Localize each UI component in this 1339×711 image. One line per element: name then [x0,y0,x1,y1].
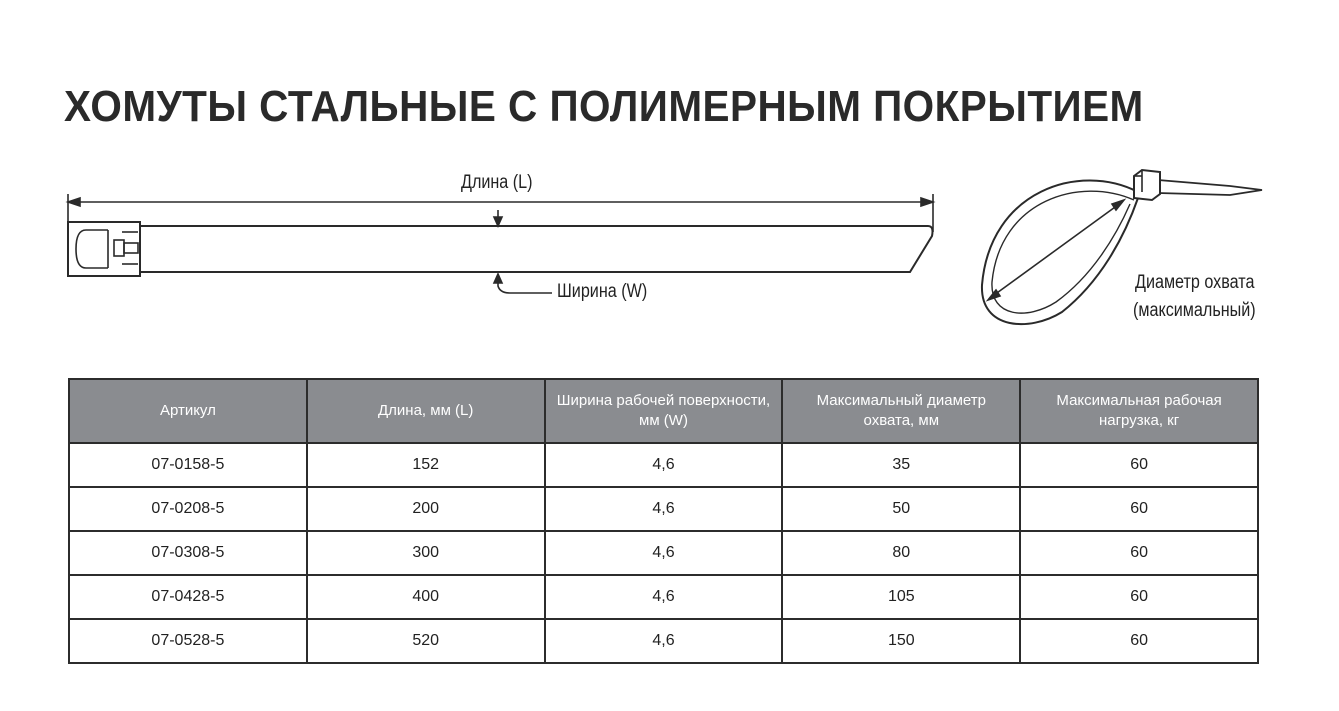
header-width: Ширина рабочей поверхности, мм (W) [545,379,783,443]
width-leader-line [498,276,552,293]
cell-diameter: 150 [782,619,1020,663]
header-max-load: Максимальная рабочая нагрузка, кг [1020,379,1258,443]
cell-width: 4,6 [545,531,783,575]
cell-article: 07-0308-5 [69,531,307,575]
table-row [69,619,1258,663]
header-length: Длина, мм (L) [307,379,545,443]
table-row [69,443,1258,487]
cable-tie-loop [982,181,1138,325]
cell-diameter: 105 [782,575,1020,619]
width-label: Ширина (W) [557,281,648,302]
table-header-row [69,379,1258,443]
cell-load: 60 [1020,575,1258,619]
cell-article: 07-0208-5 [69,487,307,531]
cell-article: 07-0528-5 [69,619,307,663]
diameter-label-note: (максимальный) [1133,300,1256,321]
cell-width: 4,6 [545,443,783,487]
cell-length: 400 [307,575,545,619]
steel-strap [140,226,933,272]
length-label: Длина (L) [461,172,533,193]
cell-width: 4,6 [545,619,783,663]
diameter-label: Диаметр охвата [1135,272,1255,293]
table-row [69,487,1258,531]
cell-diameter: 50 [782,487,1020,531]
cable-tie-lock [1134,170,1160,200]
cell-length: 300 [307,531,545,575]
cell-length: 200 [307,487,545,531]
header-max-diameter: Максимальный диаметр охвата, мм [782,379,1020,443]
cell-length: 520 [307,619,545,663]
cell-load: 60 [1020,531,1258,575]
cell-article: 07-0158-5 [69,443,307,487]
cell-width: 4,6 [545,575,783,619]
cell-width: 4,6 [545,487,783,531]
table-row [69,575,1258,619]
cell-article: 07-0428-5 [69,575,307,619]
cell-length: 152 [307,443,545,487]
cell-load: 60 [1020,487,1258,531]
header-article: Артикул [69,379,307,443]
page-title: ХОМУТЫ СТАЛЬНЫЕ С ПОЛИМЕРНЫМ ПОКРЫТИЕМ [64,82,1144,131]
cell-load: 60 [1020,443,1258,487]
cell-load: 60 [1020,619,1258,663]
cell-diameter: 35 [782,443,1020,487]
cell-diameter: 80 [782,531,1020,575]
table-row [69,531,1258,575]
specs-table [68,378,1259,664]
